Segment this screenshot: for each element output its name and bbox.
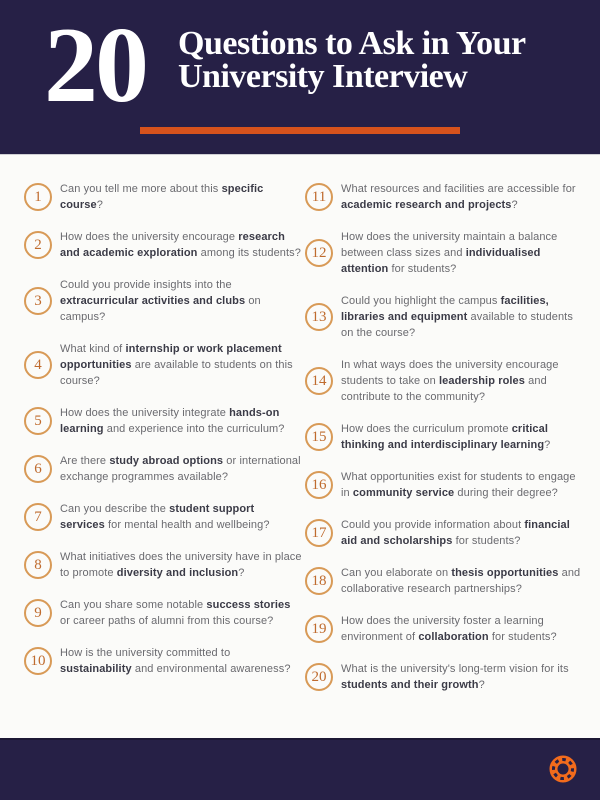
- question-text: Could you highlight the campus facilities, libraries and equipment available to students on the course?: [341, 295, 573, 339]
- question-text: What resources and facilities are accessible for academic research and projects?: [341, 183, 576, 211]
- question-text: Could you provide insights into the extracurricular activities and clubs on campus?: [60, 279, 261, 323]
- aperture-ring-logo-icon: [548, 754, 578, 784]
- question-number-badge: 12: [305, 239, 333, 267]
- question-item: [305, 293, 586, 341]
- question-item: [24, 181, 305, 213]
- question-number-badge: 19: [305, 615, 333, 643]
- question-number-badge: 15: [305, 423, 333, 451]
- question-text: How does the curriculum promote critical thinking and interdisciplinary learning?: [341, 423, 551, 451]
- title-underline-bar: [140, 127, 460, 134]
- question-text: How does the university encourage research and academic exploration among its students?: [60, 231, 302, 259]
- question-number-badge: 18: [305, 567, 333, 595]
- question-item: [24, 453, 305, 485]
- question-item: [24, 597, 305, 629]
- question-item: [24, 501, 305, 533]
- question-number-badge: 11: [305, 183, 333, 211]
- question-text: What kind of internship or work placement opportunities are available to students on this course?: [60, 343, 293, 387]
- question-number-badge: 10: [24, 647, 52, 675]
- questions-left-column: [24, 181, 305, 738]
- question-text: How does the university maintain a balance between class sizes and individualised attention for students?: [341, 231, 558, 275]
- question-number-badge: 17: [305, 519, 333, 547]
- questions-right-column: [305, 181, 586, 738]
- question-number-badge: 6: [24, 455, 52, 483]
- question-text: How is the university committed to sustainability and environmental awareness?: [60, 647, 291, 675]
- question-number-badge: 13: [305, 303, 333, 331]
- question-item: [305, 517, 586, 549]
- question-text: Can you tell me more about this specific course?: [60, 183, 264, 211]
- footer-banner: [0, 738, 600, 800]
- question-number-badge: 7: [24, 503, 52, 531]
- question-item: [305, 229, 586, 277]
- question-number-badge: 4: [24, 351, 52, 379]
- question-number-badge: 1: [24, 183, 52, 211]
- question-text: Could you provide information about financial aid and scholarships for students?: [341, 519, 570, 547]
- question-text: What is the university's long-term vision for its students and their growth?: [341, 663, 569, 691]
- question-item: [305, 613, 586, 645]
- question-text: Can you describe the student support services for mental health and wellbeing?: [60, 503, 270, 531]
- question-item: [305, 421, 586, 453]
- question-item: [24, 341, 305, 389]
- question-item: [305, 469, 586, 501]
- question-text: How does the university integrate hands-on learning and experience into the curriculum?: [60, 407, 285, 435]
- page-title-line2: University Interview: [178, 58, 468, 95]
- question-item: [24, 277, 305, 325]
- question-item: [305, 661, 586, 693]
- questions-area: [0, 155, 600, 738]
- question-number-badge: 3: [24, 287, 52, 315]
- page-title: [178, 27, 526, 93]
- question-number-badge: 20: [305, 663, 333, 691]
- question-number-badge: 16: [305, 471, 333, 499]
- question-text: Can you elaborate on thesis opportunities and collaborative research partnerships?: [341, 567, 581, 595]
- header-banner: [0, 0, 600, 155]
- question-text: How does the university foster a learning environment of collaboration for students?: [341, 615, 557, 643]
- question-text: What initiatives does the university have in place to promote diversity and inclusion?: [60, 551, 302, 579]
- question-number-badge: 2: [24, 231, 52, 259]
- question-number-badge: 5: [24, 407, 52, 435]
- question-item: [305, 357, 586, 405]
- question-item: [24, 645, 305, 677]
- question-number-badge: 14: [305, 367, 333, 395]
- question-text: Are there study abroad options or international exchange programmes available?: [60, 455, 301, 483]
- question-number-badge: 8: [24, 551, 52, 579]
- question-item: [24, 549, 305, 581]
- question-text: What opportunities exist for students to engage in community service during their degree?: [341, 471, 576, 499]
- big-number: 20: [44, 6, 146, 125]
- page-title-line1: Questions to Ask in Your: [178, 25, 526, 62]
- question-item: [24, 229, 305, 261]
- question-item: [305, 181, 586, 213]
- question-number-badge: 9: [24, 599, 52, 627]
- question-item: [305, 565, 586, 597]
- question-text: In what ways does the university encourage students to take on leadership roles and contribute to the community?: [341, 359, 559, 403]
- question-text: Can you share some notable success stories or career paths of alumni from this course?: [60, 599, 291, 627]
- question-item: [24, 405, 305, 437]
